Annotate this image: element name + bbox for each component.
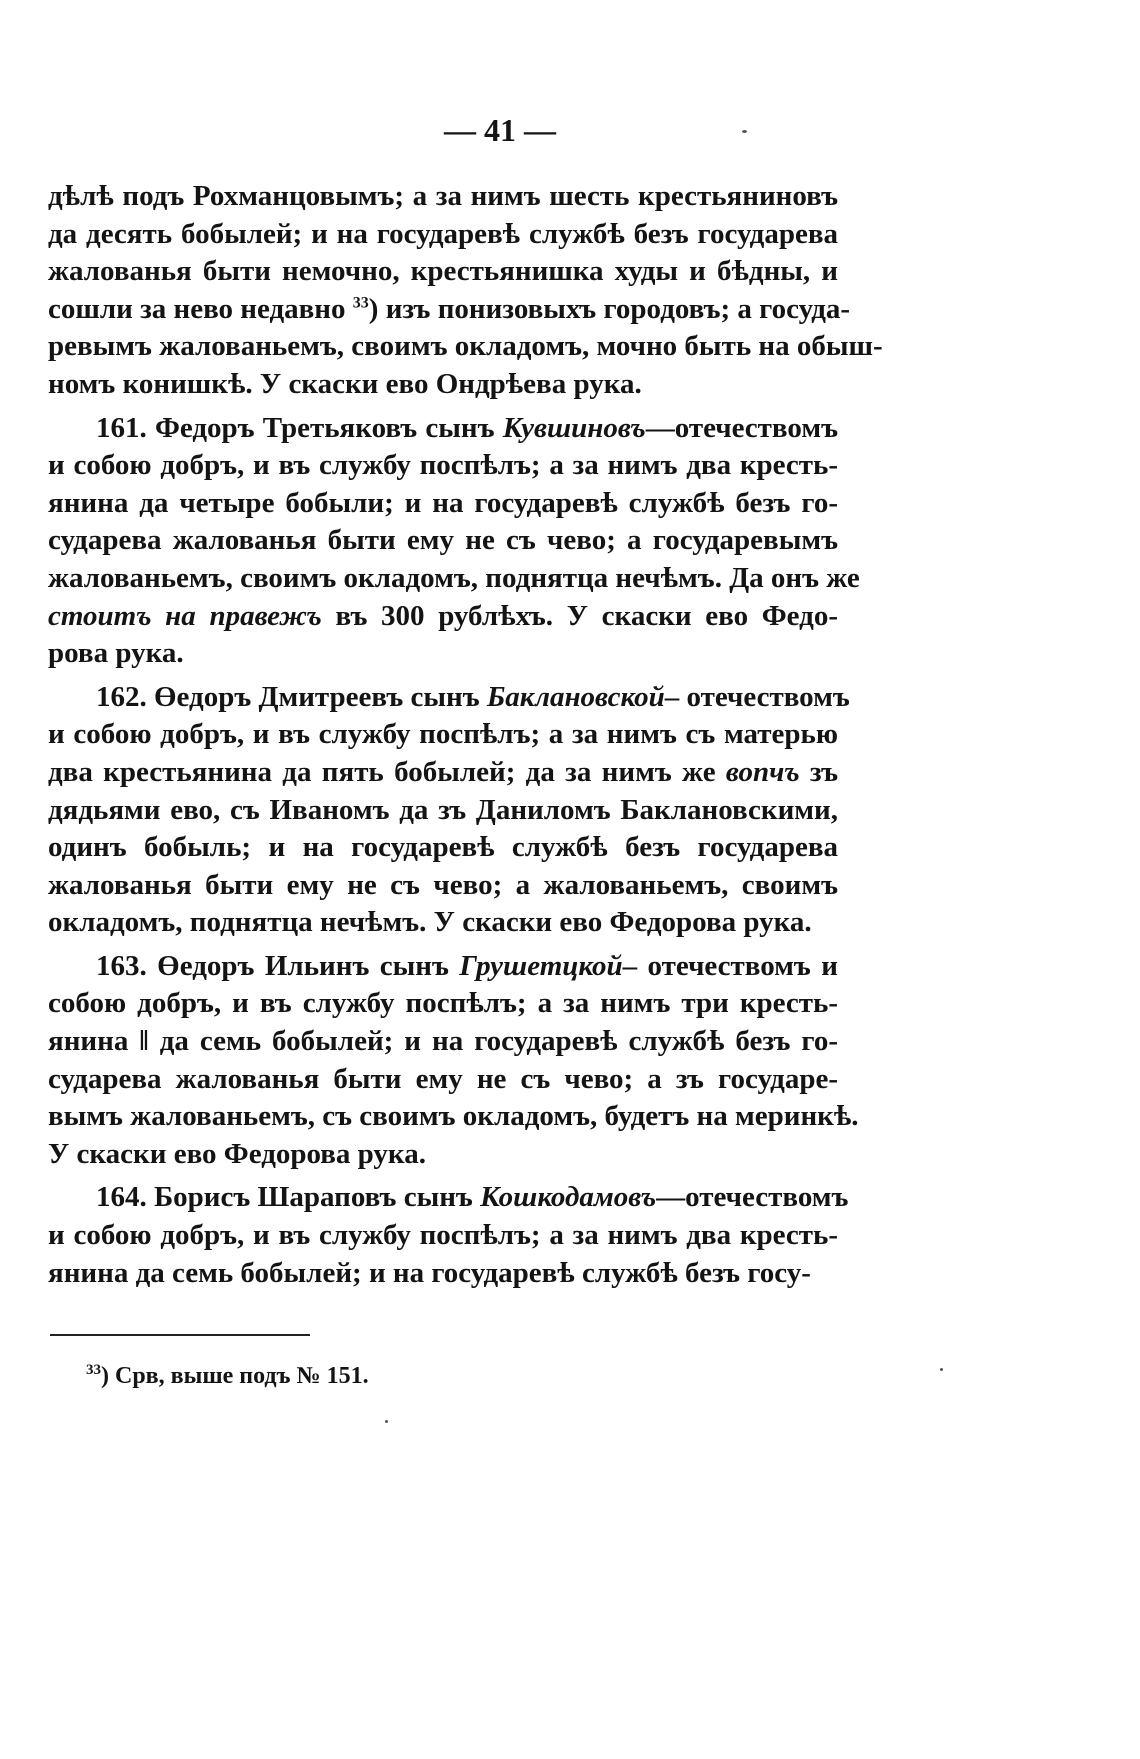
- line-text: – отечествомъ: [664, 680, 850, 713]
- line-text: зъ: [799, 755, 838, 788]
- text-line: дѣлѣ подъ Рохманцовымъ; а за нимъ шесть крестьяниновъ: [48, 180, 838, 212]
- surname-italic: Баклановской: [486, 680, 665, 713]
- text-line: [48, 598, 838, 636]
- text-line: янина да четыре бобыли; и на государевѣ службѣ безъ го-: [48, 486, 838, 519]
- line-text: въ 300 рублѣхъ. У скаски ево Федо-: [321, 599, 838, 632]
- text-line: и собою добръ, и въ службу поспѣлъ; а за нимъ два кресть-: [48, 449, 838, 482]
- text-line: и собою добръ, и въ службу поспѣлъ; а за нимъ съ матерью: [48, 718, 838, 751]
- surname-italic: стоитъ на правежъ: [48, 599, 322, 632]
- text-line: жалованья быти ему не съ чево; а жалованьемъ, своимъ: [48, 868, 838, 901]
- line-text: ) изъ понизовыхъ городовъ; а госуда-: [368, 292, 851, 325]
- surname-italic: вопчъ: [725, 755, 800, 788]
- line-text: 164. Борисъ Шараповъ сынъ: [96, 1181, 481, 1214]
- text-line: рова рука.: [48, 637, 184, 670]
- text-line: У скаски ево Федорова рука.: [48, 1137, 426, 1170]
- footnote-separator: [50, 1334, 310, 1336]
- line-text: – отечествомъ и: [622, 949, 838, 982]
- print-speck: [940, 1368, 943, 1371]
- footnote: [86, 1362, 369, 1390]
- text-line: [48, 1179, 849, 1217]
- text-line: [48, 754, 838, 792]
- text-line: одинъ бобыль; и на государевѣ службѣ безъ государева: [48, 831, 838, 864]
- text-line: [48, 679, 850, 717]
- text-line: номъ конишкѣ. У скаски ево Ондрѣева рука.: [48, 367, 642, 400]
- text-line: жалованья быти немочно, крестьянишка худы и бѣдны, и: [48, 255, 838, 288]
- paragraph: [48, 1179, 849, 1292]
- line-text: 163. Өедоръ Ильинъ сынъ: [96, 949, 460, 982]
- footnote-marker: 33: [86, 1362, 101, 1378]
- line-text: 162. Өедоръ Дмитреевъ сынъ: [96, 680, 487, 713]
- line-text: —отечествомъ: [645, 411, 838, 444]
- text-line: собою добръ, и въ службу поспѣлъ; а за нимъ три кресть-: [48, 987, 838, 1020]
- line-text: 161. Федоръ Третьяковъ сынъ: [96, 411, 503, 444]
- text-line: и собою добръ, и въ службу поспѣлъ; а за нимъ два кресть-: [48, 1219, 838, 1252]
- paragraph: [48, 410, 860, 673]
- paragraph: [48, 679, 850, 942]
- body-text: [48, 178, 883, 1292]
- text-line: сударева жалованья быти ему не съ чево; а зъ государе-: [48, 1062, 838, 1095]
- surname-italic: Кувшиновъ: [502, 411, 646, 444]
- text-line: окладомъ, поднятца нечѣмъ. У скаски ево Федорова рука.: [48, 906, 812, 939]
- text-line: да десять бобылей; и на государевѣ службѣ безъ государева: [48, 217, 838, 250]
- line-text: —отечествомъ: [656, 1181, 849, 1214]
- text-line: сударева жалованья быти ему не съ чево; а государевымъ: [48, 524, 838, 557]
- surname-italic: Грушетцкой: [459, 949, 623, 982]
- text-line: [48, 410, 838, 448]
- text-line: жалованьемъ, своимъ окладомъ, поднятца нечѣмъ. Да онъ же: [48, 561, 860, 594]
- footnote-text: ) Срв, выше подъ № 151.: [101, 1363, 369, 1389]
- line-text: сошли за нево недавно: [48, 292, 353, 325]
- text-line: янина да семь бобылей; и на государевѣ службѣ безъ госу-: [48, 1256, 811, 1289]
- page-number: — 41 —: [444, 112, 556, 148]
- paragraph: [48, 948, 859, 1174]
- text-line: [48, 948, 838, 986]
- text-line: ревымъ жалованьемъ, своимъ окладомъ, мочно быть на обыш-: [48, 330, 883, 363]
- print-speck: [385, 1420, 388, 1423]
- footnote-reference: 33: [352, 294, 369, 312]
- paragraph: [48, 178, 883, 404]
- surname-italic: Кошкодамовъ: [480, 1181, 657, 1214]
- text-line: вымъ жалованьемъ, съ своимъ окладомъ, будетъ на меринкѣ.: [48, 1100, 859, 1133]
- line-text: два крестьянина да пять бобылей; да за нимъ же: [48, 755, 726, 788]
- text-line: дядьями ево, съ Иваномъ да зъ Даниломъ Баклановскими,: [48, 793, 838, 826]
- print-speck: [742, 130, 747, 133]
- text-line: [48, 291, 851, 329]
- text-line: янина ‖ да семь бобылей; и на государевѣ службѣ безъ го-: [48, 1025, 838, 1058]
